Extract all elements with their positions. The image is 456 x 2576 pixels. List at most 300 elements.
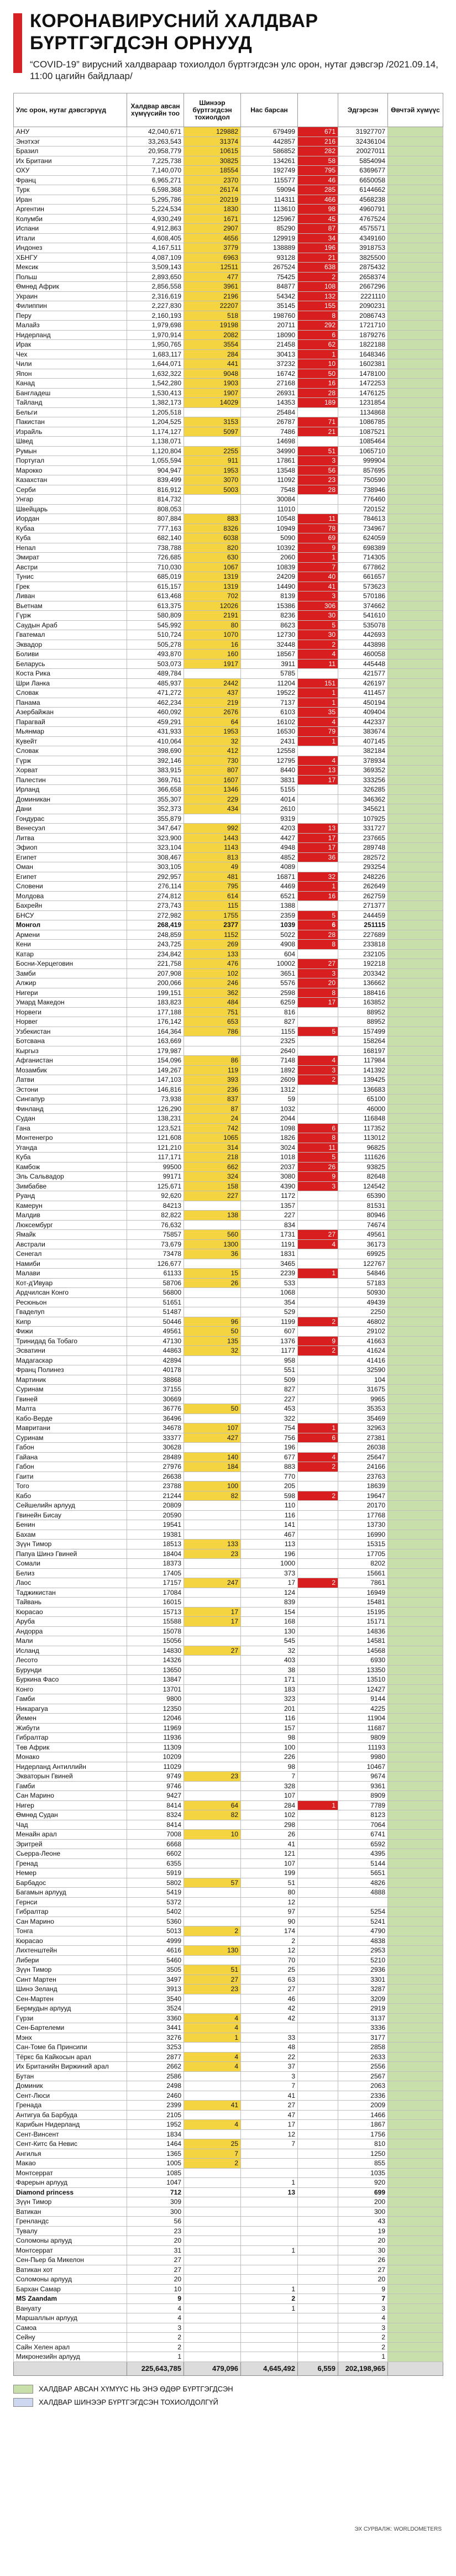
new-cases: 19198: [184, 321, 241, 331]
table-row: [14, 1994, 443, 2004]
active-cases: [388, 1172, 443, 1182]
deaths: [241, 2333, 298, 2343]
recovered: 122767: [338, 1259, 388, 1269]
active-cases: [388, 407, 443, 417]
new-cases: 1067: [184, 562, 241, 572]
table-row: [14, 1578, 443, 1588]
total-cases: 33377: [127, 1433, 184, 1443]
active-cases: [388, 862, 443, 872]
country-name: Папуа Шинэ Гвиней: [14, 1549, 127, 1559]
recovered: 1602381: [338, 359, 388, 369]
deaths: 11010: [241, 504, 298, 514]
country-name: БНСУ: [14, 910, 127, 920]
active-cases: [388, 2187, 443, 2197]
active-cases: [388, 882, 443, 892]
country-name: Мавритани: [14, 1423, 127, 1433]
total-cases: 30669: [127, 1394, 184, 1404]
table-row: [14, 243, 443, 253]
country-name: Гамби: [14, 1694, 127, 1704]
total-cases: 146,816: [127, 1085, 184, 1095]
total-cases: 459,291: [127, 717, 184, 727]
table-row: [14, 1307, 443, 1317]
deaths: 598: [241, 1491, 298, 1501]
recovered: 107925: [338, 814, 388, 824]
recovered: 14568: [338, 1646, 388, 1656]
country-name: Немер: [14, 1868, 127, 1878]
deaths: 10002: [241, 959, 298, 969]
total-cases: 2: [127, 2333, 184, 2343]
country-name: Мозамбик: [14, 1065, 127, 1075]
country-name: Куба: [14, 1153, 127, 1163]
recovered: 141392: [338, 1065, 388, 1075]
new-cases: [184, 1723, 241, 1733]
active-cases: [388, 2255, 443, 2265]
new-deaths: [298, 1858, 338, 1868]
country-name: Бермудын арлууд: [14, 2004, 127, 2014]
country-name: Франц Полинез: [14, 1365, 127, 1375]
new-deaths: [298, 794, 338, 804]
recovered: 699: [338, 2187, 388, 2197]
active-cases: [388, 1375, 443, 1385]
active-cases: [388, 1123, 443, 1133]
table-row: [14, 901, 443, 911]
active-cases: [388, 243, 443, 253]
recovered: 345621: [338, 804, 388, 814]
recovered: 855: [338, 2159, 388, 2169]
active-cases: [388, 1433, 443, 1443]
new-deaths: [298, 1684, 338, 1694]
recovered: 382184: [338, 746, 388, 756]
new-cases: 481: [184, 872, 241, 882]
total-cases: 1952: [127, 2120, 184, 2130]
new-deaths: 155: [298, 301, 338, 311]
deaths: 11204: [241, 678, 298, 688]
active-cases: [388, 1075, 443, 1085]
active-cases: [388, 2303, 443, 2313]
table-row: [14, 2352, 443, 2362]
country-name: Мали: [14, 1636, 127, 1646]
deaths: 3024: [241, 1143, 298, 1153]
deaths: 2239: [241, 1269, 298, 1279]
table-row: [14, 1017, 443, 1027]
recovered: 20: [338, 2236, 388, 2246]
recovered: 4568238: [338, 195, 388, 205]
new-deaths: 32: [298, 872, 338, 882]
new-deaths: [298, 2236, 338, 2246]
deaths: 102: [241, 1810, 298, 1820]
recovered: 25647: [338, 1452, 388, 1462]
deaths: 93128: [241, 253, 298, 263]
total-cases: 73478: [127, 1249, 184, 1259]
deaths: 2609: [241, 1075, 298, 1085]
country-name: Менайн арал: [14, 1830, 127, 1840]
new-deaths: [298, 2255, 338, 2265]
table-row: [14, 1810, 443, 1820]
table-row: [14, 1598, 443, 1608]
recovered: 346362: [338, 794, 388, 804]
deaths: 284: [241, 1800, 298, 1810]
table-row: [14, 1888, 443, 1898]
active-cases: [388, 1327, 443, 1337]
active-cases: [388, 2023, 443, 2033]
country-name: Камерун: [14, 1201, 127, 1211]
recovered: 117984: [338, 1056, 388, 1066]
new-deaths: [298, 2265, 338, 2275]
recovered: 369352: [338, 766, 388, 776]
new-cases: [184, 1849, 241, 1859]
new-cases: 1830: [184, 205, 241, 214]
recovered: 1: [338, 2352, 388, 2362]
new-cases: 1671: [184, 214, 241, 224]
total-cases: 726,685: [127, 553, 184, 563]
active-cases: [388, 1056, 443, 1066]
active-cases: [388, 756, 443, 766]
total-cases: 505,278: [127, 640, 184, 650]
new-deaths: [298, 1665, 338, 1675]
new-cases: 25: [184, 2139, 241, 2149]
table-row: [14, 1046, 443, 1056]
recovered: 3209: [338, 1994, 388, 2004]
table-row: [14, 2149, 443, 2159]
table-row: [14, 1153, 443, 1163]
country-name: Камбож: [14, 1162, 127, 1172]
deaths: 48: [241, 2043, 298, 2053]
table-row: [14, 978, 443, 988]
table-row: [14, 659, 443, 669]
total-cases: 613,468: [127, 591, 184, 601]
total-new-cases: 479,096: [184, 2362, 241, 2375]
deaths: 113610: [241, 205, 298, 214]
new-cases: 630: [184, 553, 241, 563]
table-row: [14, 359, 443, 369]
country-name: Нигер: [14, 1800, 127, 1810]
active-cases: [388, 1626, 443, 1636]
deaths: 27: [241, 1985, 298, 1994]
new-cases: [184, 1762, 241, 1772]
total-cases: 8414: [127, 1820, 184, 1830]
new-deaths: [298, 1917, 338, 1926]
recovered: 237665: [338, 833, 388, 843]
new-deaths: [298, 1742, 338, 1752]
recovered: 31675: [338, 1385, 388, 1395]
total-active: [388, 2362, 443, 2375]
total-cases: 19381: [127, 1530, 184, 1540]
recovered: 5210: [338, 1955, 388, 1965]
deaths: 1731: [241, 1230, 298, 1240]
deaths: 12795: [241, 756, 298, 766]
table-row: [14, 2033, 443, 2043]
recovered: 857695: [338, 465, 388, 475]
deaths: 42: [241, 2013, 298, 2023]
recovered: 407145: [338, 736, 388, 746]
table-row: [14, 1288, 443, 1298]
new-deaths: 21: [298, 253, 338, 263]
new-deaths: 4: [298, 1452, 338, 1462]
new-deaths: 36: [298, 852, 338, 862]
active-cases: [388, 852, 443, 862]
deaths: 8139: [241, 591, 298, 601]
table-row: [14, 1917, 443, 1926]
recovered: 784613: [338, 514, 388, 524]
recovered: 136662: [338, 978, 388, 988]
new-deaths: [298, 1626, 338, 1636]
new-cases: 2907: [184, 224, 241, 234]
new-cases: 138: [184, 1211, 241, 1221]
deaths: 1155: [241, 1027, 298, 1036]
table-row: [14, 1772, 443, 1782]
total-label: [14, 2362, 127, 2375]
new-deaths: [298, 504, 338, 514]
deaths: 677: [241, 1452, 298, 1462]
new-deaths: [298, 1559, 338, 1569]
new-deaths: [298, 1365, 338, 1375]
country-name: Серби: [14, 485, 127, 495]
new-deaths: [298, 2120, 338, 2130]
deaths: 1199: [241, 1317, 298, 1327]
total-cases: 18513: [127, 1540, 184, 1549]
country-name: Канад: [14, 379, 127, 389]
table-row: [14, 1975, 443, 1985]
header-accent-bar: [13, 13, 22, 73]
new-cases: 18554: [184, 166, 241, 176]
table-row: [14, 446, 443, 456]
total-cases: 1,138,071: [127, 437, 184, 447]
active-cases: [388, 698, 443, 708]
table-row: [14, 1162, 443, 1172]
country-name: Сан Марино: [14, 1791, 127, 1801]
country-name: Молдова: [14, 891, 127, 901]
deaths: 33: [241, 2033, 298, 2043]
deaths: 20711: [241, 321, 298, 331]
total-cases: 1005: [127, 2159, 184, 2169]
recovered: 18639: [338, 1481, 388, 1491]
country-name: Намиби: [14, 1259, 127, 1269]
total-cases: 3540: [127, 1994, 184, 2004]
new-cases: 702: [184, 591, 241, 601]
table-row: [14, 291, 443, 301]
table-row: [14, 1211, 443, 1221]
recovered: 289748: [338, 843, 388, 853]
new-deaths: [298, 1636, 338, 1646]
country-name: Грек: [14, 582, 127, 591]
deaths: 129919: [241, 233, 298, 243]
total-cases: 154,096: [127, 1056, 184, 1066]
country-name: Малта: [14, 1404, 127, 1414]
deaths: 6521: [241, 891, 298, 901]
table-row: [14, 1607, 443, 1617]
recovered: 262649: [338, 882, 388, 892]
column-header-new-deaths: Шинээр нас барсан: [298, 93, 338, 127]
new-cases: [184, 1510, 241, 1520]
table-row: [14, 214, 443, 224]
deaths: 98: [241, 1762, 298, 1772]
recovered: 999904: [338, 456, 388, 466]
recovered: 7: [338, 2294, 388, 2304]
country-name: Польш: [14, 272, 127, 282]
new-deaths: [298, 2342, 338, 2352]
new-deaths: [298, 2129, 338, 2139]
new-cases: [184, 1297, 241, 1307]
country-name: Индонез: [14, 243, 127, 253]
table-row: [14, 2091, 443, 2101]
recovered: 27381: [338, 1433, 388, 1443]
deaths: 4469: [241, 882, 298, 892]
active-cases: [388, 2197, 443, 2207]
new-deaths: [298, 1820, 338, 1830]
recovered: 74674: [338, 1220, 388, 1230]
new-deaths: 3: [298, 1065, 338, 1075]
recovered: 810: [338, 2139, 388, 2149]
table-row: [14, 1075, 443, 1085]
active-cases: [388, 1104, 443, 1114]
total-cases: 392,146: [127, 756, 184, 766]
recovered: 750590: [338, 475, 388, 485]
total-cases: 2,227,830: [127, 301, 184, 311]
total-cases: 4,087,109: [127, 253, 184, 263]
total-cases: 1464: [127, 2139, 184, 2149]
active-cases: [388, 2071, 443, 2081]
active-cases: [388, 736, 443, 746]
country-name: Венесуэл: [14, 824, 127, 834]
deaths: 1: [241, 2303, 298, 2313]
deaths: 110: [241, 1501, 298, 1511]
country-name: Аруба: [14, 1617, 127, 1627]
new-cases: [184, 1220, 241, 1230]
recovered: 677862: [338, 562, 388, 572]
table-row: [14, 2207, 443, 2217]
recovered: 5854094: [338, 156, 388, 166]
country-name: Тунис: [14, 572, 127, 582]
country-name: Гана: [14, 1123, 127, 1133]
active-cases: [388, 1917, 443, 1926]
table-row: [14, 282, 443, 292]
table-row: [14, 2226, 443, 2236]
recovered: 7064: [338, 1820, 388, 1830]
recovered: 26038: [338, 1443, 388, 1453]
new-deaths: 3: [298, 1181, 338, 1191]
table-row: [14, 1413, 443, 1423]
active-cases: [388, 398, 443, 408]
country-name: Чили: [14, 359, 127, 369]
active-cases: [388, 495, 443, 505]
active-cases: [388, 263, 443, 273]
deaths: 883: [241, 1462, 298, 1472]
active-cases: [388, 1462, 443, 1472]
recovered: [338, 1897, 388, 1907]
country-name: Чад: [14, 1820, 127, 1830]
country-name: Уганда: [14, 1143, 127, 1153]
new-deaths: 306: [298, 601, 338, 611]
country-name: Австрали: [14, 1239, 127, 1249]
active-cases: [388, 1239, 443, 1249]
new-cases: [184, 1385, 241, 1395]
active-cases: [388, 1549, 443, 1559]
deaths: 5576: [241, 978, 298, 988]
new-deaths: 3: [298, 968, 338, 978]
total-cases: 682,140: [127, 533, 184, 543]
recovered: 29102: [338, 1327, 388, 1337]
table-row: [14, 1926, 443, 1936]
deaths: 14698: [241, 437, 298, 447]
total-cases: 1,120,804: [127, 446, 184, 456]
new-deaths: [298, 1598, 338, 1608]
recovered: 6930: [338, 1656, 388, 1666]
total-cases: 4,930,249: [127, 214, 184, 224]
table-row: [14, 756, 443, 766]
new-deaths: 2: [298, 1462, 338, 1472]
active-cases: [388, 1985, 443, 1994]
recovered: 3825500: [338, 253, 388, 263]
new-deaths: [298, 669, 338, 679]
total-cases: 243,725: [127, 940, 184, 950]
new-deaths: 8: [298, 988, 338, 998]
deaths: 1357: [241, 1201, 298, 1211]
deaths: 10949: [241, 523, 298, 533]
recovered: 5651: [338, 1868, 388, 1878]
new-cases: 1917: [184, 659, 241, 669]
total-cases: 17405: [127, 1568, 184, 1578]
active-cases: [388, 504, 443, 514]
new-cases: 476: [184, 959, 241, 969]
table-row: [14, 263, 443, 273]
total-cases: 36496: [127, 1413, 184, 1423]
active-cases: [388, 1665, 443, 1675]
deaths: 604: [241, 949, 298, 959]
total-cases: 33,263,543: [127, 137, 184, 146]
new-deaths: [298, 1288, 338, 1298]
new-cases: 2676: [184, 708, 241, 718]
new-cases: [184, 2333, 241, 2343]
deaths: 4427: [241, 833, 298, 843]
country-name: Фарерын арлууд: [14, 2178, 127, 2188]
active-cases: [388, 1520, 443, 1530]
active-cases: [388, 475, 443, 485]
new-deaths: [298, 2081, 338, 2091]
deaths: 1177: [241, 1346, 298, 1356]
recovered: 203342: [338, 968, 388, 978]
deaths: [241, 2197, 298, 2207]
total-cases: 8414: [127, 1800, 184, 1810]
active-cases: [388, 1975, 443, 1985]
new-cases: 477: [184, 272, 241, 282]
new-deaths: 6: [298, 330, 338, 340]
new-cases: [184, 1626, 241, 1636]
recovered: 15661: [338, 1568, 388, 1578]
recovered: 251115: [338, 920, 388, 930]
total-cases: 147,103: [127, 1075, 184, 1085]
deaths: 3831: [241, 775, 298, 785]
active-cases: [388, 1568, 443, 1578]
deaths: 1376: [241, 1336, 298, 1346]
recovered: 26: [338, 2255, 388, 2265]
new-deaths: [298, 1540, 338, 1549]
new-cases: 133: [184, 1540, 241, 1549]
active-cases: [388, 2313, 443, 2323]
table-row: [14, 272, 443, 282]
table-row: [14, 127, 443, 137]
active-cases: [388, 1114, 443, 1124]
active-cases: [388, 349, 443, 359]
total-cases: 6,598,368: [127, 185, 184, 195]
new-cases: 26174: [184, 185, 241, 195]
active-cases: [388, 688, 443, 698]
recovered: 409404: [338, 708, 388, 718]
country-name: Сан Марино: [14, 1917, 127, 1926]
country-name: Замби: [14, 968, 127, 978]
deaths: 354: [241, 1297, 298, 1307]
recovered: 3287: [338, 1985, 388, 1994]
country-name: Норвеги: [14, 1007, 127, 1017]
